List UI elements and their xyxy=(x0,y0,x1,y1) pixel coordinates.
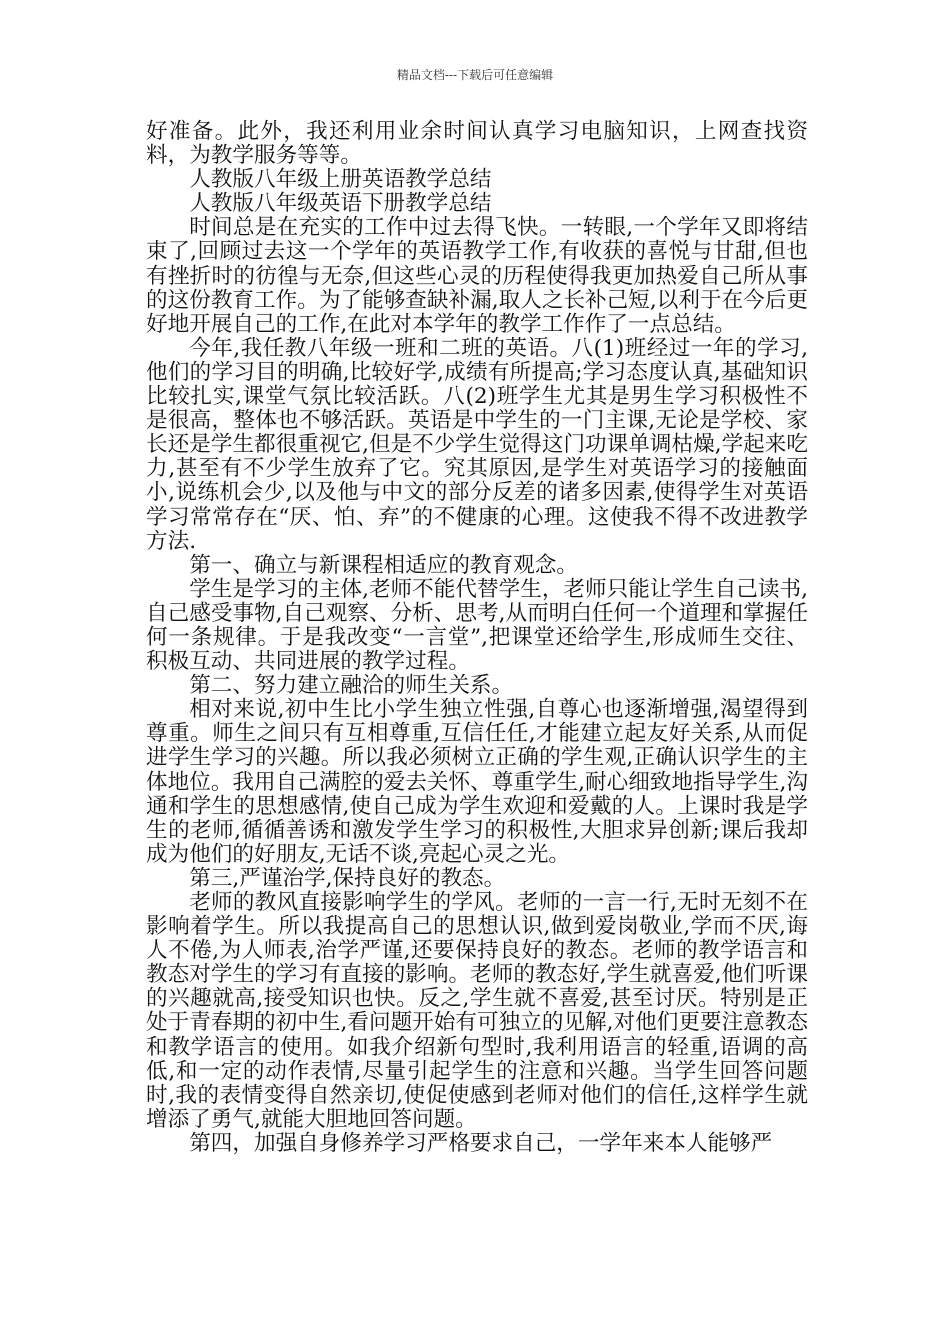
page-header-watermark: 精品文档---下载后可任意编辑 xyxy=(396,68,554,82)
paragraph-section-2: 相对来说,初中生比小学生独立性强,自尊心也逐渐增强,渴望得到尊重。师生之间只有互相尊重,互信任任,才能建立起友好关系,从而促进学生学习的兴趣。所以我必须树立正确的学生观,正确认识学生的主体地位。我用自己满腔的爱去关怀、尊重学生,耐心细致地指导学生,沟通和学生的思想感情,使自己成为学生欢迎和爱戴的人。上课时我是学生的老师,循循善诱和激发学生学习的积极性,大胆求异创新;课后我却成为他们的好朋友,无话不谈,亮起心灵之光。 xyxy=(146,697,808,867)
paragraph-title-upper: 人教版八年级上册英语教学总结 xyxy=(189,167,492,193)
section-heading-4: 第四，加强自身修养学习严格要求自己，一学年来本人能够严 xyxy=(189,1130,773,1156)
paragraph-section-1: 学生是学习的主体,老师不能代替学生，老师只能让学生自己读书,自己感受事物,自己观察、分析、思考,从而明白任何一个道理和掌握任何一条规律。于是我改变“一言堂”,把课堂还给学生,形成师生交往、积极互动、共同进展的教学过程。 xyxy=(146,576,808,675)
section-heading-1: 第一、确立与新课程相适应的教育观念。 xyxy=(189,552,578,578)
paragraph-class-situation: 今年,我任教八年级一班和二班的英语。八(1)班经过一年的学习,他们的学习目的明确,比较好学,成绩有所提高;学习态度认真,基础知识比较扎实,课堂气氛比较活跃。八(2)班学生尤其是男生学习积极性不是很高，整体也不够活跃。英语是中学生的一门主课,无论是学校、家长还是学生都很重视它,但是不少学生觉得这门功课单调枯燥,学起来吃力,甚至有不少学生放弃了它。究其原因,是学生对英语学习的接触面小,说练机会少,以及他与中文的部分反差的诸多因素,使得学生对英语学习常常存在“厌、怕、弃”的不健康的心理。这使我不得不改进教学方法. xyxy=(146,335,808,554)
document-body xyxy=(146,120,808,1156)
paragraph-section-3: 老师的教风直接影响学生的学风。老师的一言一行,无时无刻不在影响着学生。所以我提高自己的思想认识,做到爱岗敬业,学而不厌,诲人不倦,为人师表,治学严谨,还要保持良好的教态。老师的教学语言和教态对学生的学习有直接的影响。老师的教态好,学生就喜爱,他们听课的兴趣就高,接受知识也快。反之,学生就不喜爱,甚至讨厌。特别是正处于青春期的初中生,看问题开始有可独立的见解,对他们更要注意教态和教学语言的使用。如我介绍新句型时,我利用语言的轻重,语调的高低,和一定的动作表情,尽量引起学生的注意和兴趣。当学生回答问题时,我的表情变得自然亲切,使促使感到老师对他们的信任,这样学生就增添了勇气,就能大胆地回答问题。 xyxy=(146,890,808,1132)
paragraph-intro: 时间总是在充实的工作中过去得飞快。一转眼,一个学年又即将结束了,回顾过去这一个学年的英语教学工作,有收获的喜悦与甘甜,但也有挫折时的彷徨与无奈,但这些心灵的历程使得我更加热爱自己所从事的这份教育工作。为了能够查缺补漏,取人之长补己短,以利于在今后更好地开展自己的工作,在此对本学年的教学工作作了一点总结。 xyxy=(146,215,808,337)
section-heading-2: 第二、努力建立融洽的师生关系。 xyxy=(189,673,514,699)
paragraph-title-lower: 人教版八年级英语下册教学总结 xyxy=(189,191,492,217)
section-heading-3: 第三,严谨治学,保持良好的教态。 xyxy=(189,865,506,891)
paragraph-continuation: 好准备。此外，我还利用业余时间认真学习电脑知识，上网查找资料，为教学服务等等。 xyxy=(146,119,808,169)
